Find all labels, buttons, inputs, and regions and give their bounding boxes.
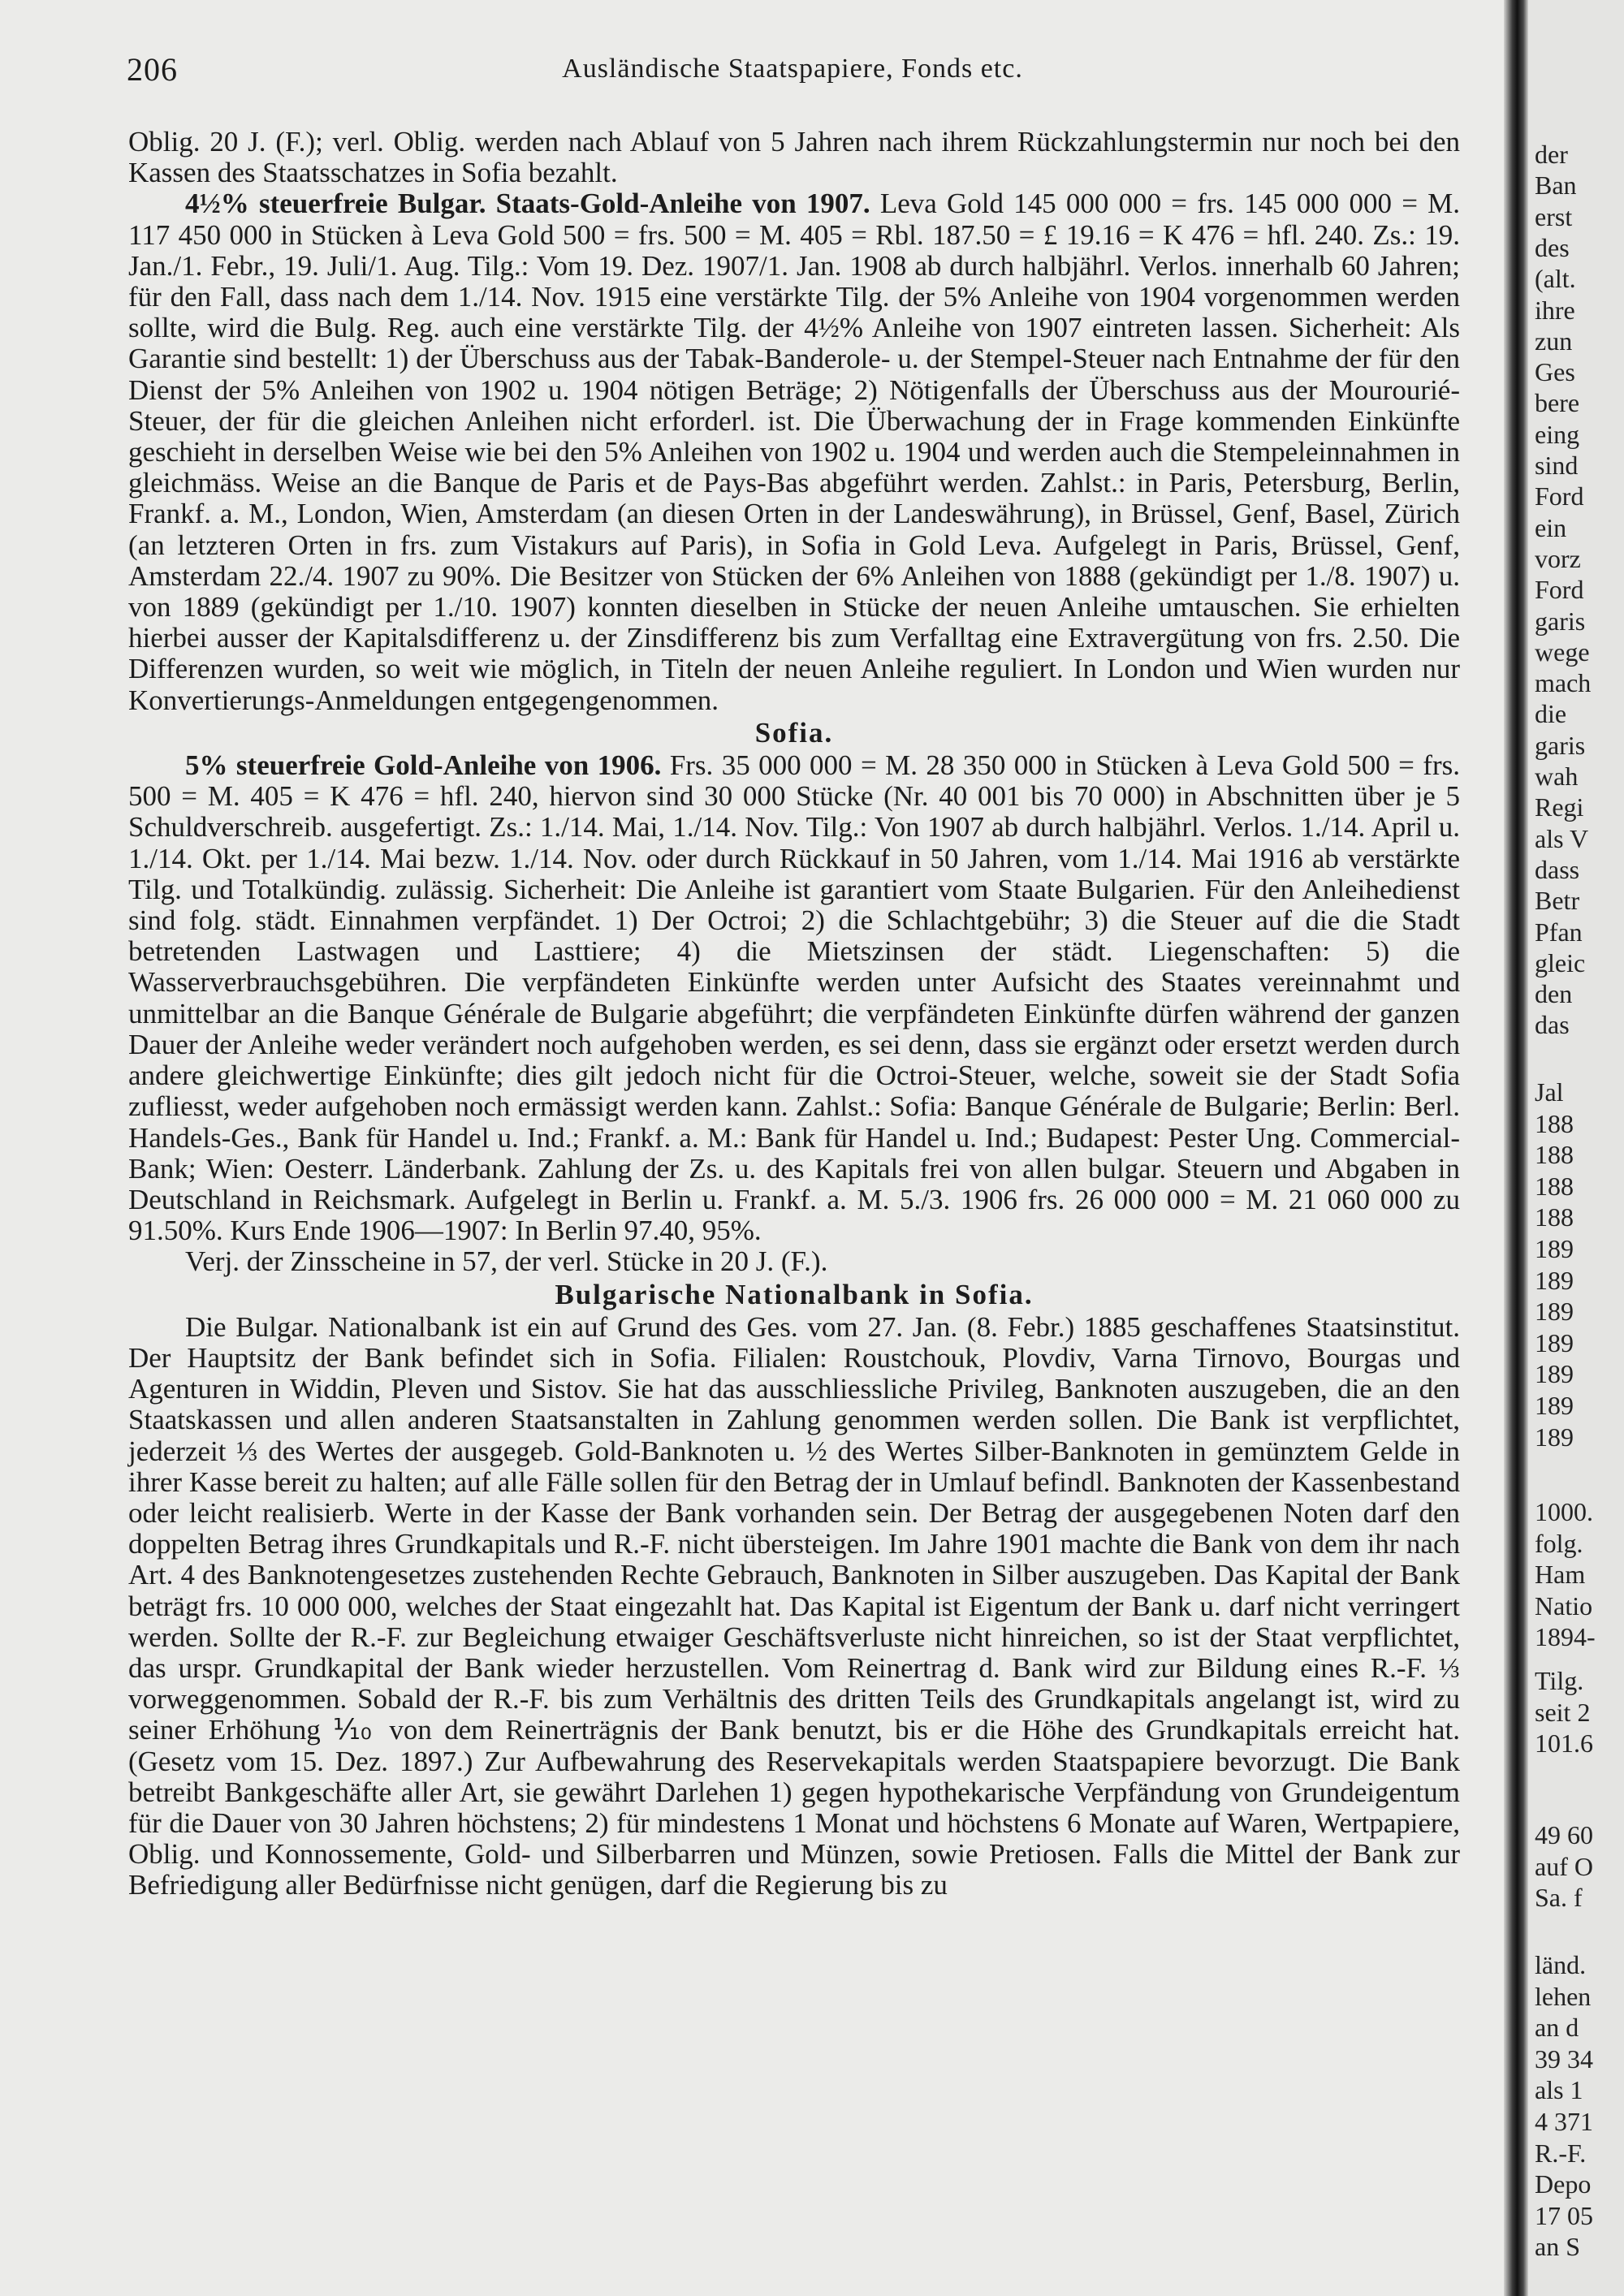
adjacent-page-fragment: der — [1535, 140, 1568, 169]
loan-title-1906: 5% steuerfreie Gold-Anleihe von 1906. — [185, 749, 662, 782]
adjacent-page-fragment: dass — [1535, 854, 1580, 884]
adjacent-page-fragment: 189 — [1535, 1265, 1574, 1295]
adjacent-page-fragment: 1894- — [1535, 1622, 1596, 1651]
adjacent-page-fragment: 188 — [1535, 1140, 1574, 1170]
adjacent-page-fragment: des — [1535, 232, 1570, 262]
adjacent-page-fragment: 4 371 — [1535, 2107, 1593, 2136]
adjacent-page-fragment: sind — [1535, 451, 1579, 480]
adjacent-page-fragment: Ges — [1535, 357, 1575, 387]
adjacent-page-fragment: 189 — [1535, 1327, 1574, 1357]
adjacent-page-fragment: eing — [1535, 419, 1580, 449]
adjacent-page-fragment: Ban — [1535, 170, 1577, 201]
adjacent-page-fragment: 39 34 — [1535, 2044, 1593, 2074]
adjacent-page-fragment: R.-F. — [1535, 2138, 1587, 2168]
paragraph-sofia-gold-anleihe-1906 — [128, 750, 1460, 1246]
page-number: 206 — [127, 51, 178, 88]
adjacent-page-fragment: 188 — [1535, 1171, 1574, 1201]
paragraph-verjaehrung: Verj. der Zinsscheine in 57, der verl. Stücke in 20 J. (F.). — [185, 1245, 828, 1278]
adjacent-page-fragment: seit 2 — [1535, 1697, 1591, 1727]
adjacent-page-fragment: an d — [1535, 2013, 1579, 2043]
adjacent-page-fragment: erst — [1535, 201, 1573, 231]
loan-title-1907: 4½% steuerfreie Bulgar. Staats-Gold-Anleihe von 1907. — [185, 188, 870, 220]
adjacent-page-fragment: länd. — [1535, 1950, 1587, 1979]
adjacent-page-fragment: Jal — [1535, 1077, 1564, 1107]
adjacent-page-fragment: an S — [1535, 2232, 1580, 2262]
adjacent-page-fragment: Regi — [1535, 792, 1584, 822]
adjacent-page-fragment: Ford — [1535, 481, 1584, 511]
adjacent-page-fragment: 17 05 — [1535, 2200, 1593, 2230]
adjacent-page-fragment: (alt. — [1535, 264, 1576, 294]
loan-body-1907: Leva Gold 145 000 000 = frs. 145 000 000 = M. 117 450 000 in Stücken à Leva Gold 500 = frs. 500 = M. 405 = Rbl. 187.50 = £ 19.16 = K 476 = hfl. 240. Zs.: 19. Jan./1. Febr., 19. Juli/1. Aug. Tilg.: Vom 19. Dez. 1907/1. Jan. 1908 ab durch halbjährl. Verlos. innerhalb 60 Jahren; für den Fall, dass nach dem 1./14. Nov. 1915 eine verstärkte Tilg. der 5% Anleihe von 1904 vorgenommen werden sollte, wird die Bulg. Reg. auch eine verstärkte Tilg. der 4½% Anleihe von 1907 eintreten lassen. Sicherheit: Als Garantie sind bestellt: 1) der Überschuss aus der Tabak-Banderole- u. der Stempel-Steuer nach Entnahme der für den Dienst der 5% Anleihen von 1902 u. 1904 nötigen Beträge; 2) Nötigenfalls der Überschuss aus der Mourourié-Steuer, der für die gleichen Anleihen nicht erforderl. ist. Die Überwachung der in Frage kommenden Einkünfte geschieht in derselben Weise wie bei den 5% Anleihen von 1902 u. 1904 und werden auch die Stempeleinnahmen in gleichmäss. Weise an die Banque de Paris et de Pays-Bas abgeführt werden. Zahlst.: in Paris, Petersburg, Berlin, Frankf. a. M., London, Wien, Amsterdam (an diesen Orten in der Landeswährung), in Brüssel, Genf, Basel, Zürich (an letzteren Orten in frs. zum Vistakurs auf Paris), in Sofia in Gold Leva. Aufgelegt in Paris, Brüssel, Genf, Amsterdam 22./4. 1907 zu 90%. Die Besitzer von Stücken der 6% Anleihen von 1888 (gekündigt per 1./8. 1907) u. von 1889 (gekündigt per 1./10. 1907) konnten dieselben in Stücke der neuen Anleihe umtauschen. Sie erhielten hierbei ausser der Kapitalsdifferenz u. der Zinsdifferenz bis zum Verfalltag eine Extravergütung von frs. 2.50. Die Differenzen wurden, so weit wie möglich, in Titeln der neuen Anleihe reguliert. In London und Wien wurden nur Konvertierungs-Anmeldungen entgegengenommen. — [128, 188, 1461, 716]
adjacent-page-fragment: gleic — [1535, 947, 1586, 978]
adjacent-page-fragment: als V — [1535, 823, 1589, 853]
adjacent-page-fragment: 49 60 — [1535, 1820, 1593, 1849]
adjacent-page-fragment: Pfan — [1535, 917, 1583, 947]
adjacent-page-fragment: 189 — [1535, 1297, 1574, 1327]
adjacent-page-fragment: das — [1535, 1010, 1570, 1040]
adjacent-page-fragment: Sa. f — [1535, 1883, 1583, 1912]
adjacent-page-fragment: 188 — [1535, 1108, 1574, 1138]
text-column — [128, 127, 1460, 1901]
adjacent-page-fragment: Ford — [1535, 575, 1584, 605]
adjacent-page-fragment: vorz — [1535, 543, 1581, 573]
adjacent-page-fragment: wah — [1535, 762, 1579, 791]
paragraph-oblig-intro: Oblig. 20 J. (F.); verl. Oblig. werden nach Ablauf von 5 Jahren nach ihrem Rückzahlungstermin nur noch bei den Kassen des Staatsschatzes in Sofia bezahlt. — [128, 126, 1460, 189]
adjacent-page-fragment: 189 — [1535, 1391, 1574, 1420]
adjacent-page-fragment: Depo — [1535, 2169, 1592, 2199]
book-gutter — [1504, 0, 1528, 2296]
adjacent-page-fragment: 189 — [1535, 1234, 1574, 1263]
adjacent-page-fragment: garis — [1535, 606, 1586, 636]
adjacent-page-fragment: garis — [1535, 730, 1586, 760]
adjacent-page-fragment: 189 — [1535, 1359, 1574, 1389]
adjacent-page-fragment: mach — [1535, 668, 1592, 698]
loan-body-1906: Frs. 35 000 000 = M. 28 350 000 in Stücken à Leva Gold 500 = frs. 500 = M. 405 = K 476 = hfl. 240, hiervon sind 30 000 Stücke (Nr. 40 001 bis 70 000) in Abschnitten über je 5 Schuldverschreib. ausgefertigt. Zs.: 1./14. Mai, 1./14. Nov. Tilg.: Von 1907 ab durch halbjährl. Verlos. 1./14. April u. 1./14. Okt. per 1./14. Mai bezw. 1./14. Nov. oder durch Rückkauf in 50 Jahren, vom 1./14. Mai 1916 ab verstärkte Tilg. und Totalkündig. zulässig. Sicherheit: Die Anleihe ist garantiert vom Staate Bulgarien. Für den Anleihedienst sind folg. städt. Einnahmen verpfändet. 1) Der Octroi; 2) die Schlachtgebühr; 3) die Steuer auf die die Stadt betretenden Lastwagen und Lasttiere; 4) die Mietszinsen der städt. Liegenschaften: 5) die Wasserverbrauchsgebühren. Die verpfändeten Einkünfte werden unter Aufsicht des Staates vereinnahmt und unmittelbar an die Banque Générale de Bulgarie abgeführt; die verpfändeten Einkünfte dürfen während der ganzen Dauer der Anleihe weder verändert noch aufgehoben werden, es sei denn, dass sie ergänzt oder ersetzt werden durch andere gleichwertige Einkünfte; dies gilt jedoch nicht für die Octroi-Steuer, welche, soweit sie der Stadt Sofia zufliesst, weder aufgehoben noch ermässigt werden kann. Zahlst.: Sofia: Banque Générale de Bulgarie; Berlin: Berl. Handels-Ges., Bank für Handel u. Ind.; Frankf. a. M.: Bank für Handel u. Ind.; Budapest: Pester Ung. Commercial-Bank; Wien: Oesterr. Länderbank. Zahlung der Zs. u. des Kapitals frei von allen bulgar. Steuern und Abgaben in Deutschland in Reichsmark. Aufgelegt in Berlin u. Frankf. a. M. 5./3. 1906 frs. 26 000 000 = M. 21 060 000 zu 91.50%. Kurs Ende 1906—1907: In Berlin 97.40, 95%. — [128, 749, 1460, 1247]
running-head — [127, 42, 1458, 91]
paragraph-staats-gold-anleihe-1907 — [128, 188, 1460, 715]
adjacent-page-fragment: Natio — [1535, 1590, 1593, 1621]
adjacent-page-fragment: zun — [1535, 326, 1573, 356]
adjacent-page-fragment: den — [1535, 979, 1573, 1009]
adjacent-page-fragment: 188 — [1535, 1202, 1574, 1232]
adjacent-page-fragment: ihre — [1535, 295, 1575, 325]
adjacent-page-fragment: Tilg. — [1535, 1666, 1584, 1695]
adjacent-page-fragment: die — [1535, 699, 1567, 729]
adjacent-page-fragment: 1000. — [1535, 1497, 1593, 1526]
running-title: Ausländische Staatspapiere, Fonds etc. — [562, 54, 1023, 84]
paragraph-nationalbank: Die Bulgar. Nationalbank ist ein auf Grund des Ges. vom 27. Jan. (8. Febr.) 1885 geschaffenes Staatsinstitut. Der Hauptsitz der Bank befindet sich in Sofia. Filialen: Roustchouk, Plovdiv, Varna Tirnovo, Bourgas und Agenturen in Widdin, Pleven und Sistov. Sie hat das ausschliessliche Privileg, Banknoten auszugeben, die an den Staatskassen und allen anderen Staatsanstalten in Zahlung genommen werden sollen. Die Bank ist verpflichtet, jederzeit ⅓ des Wertes der ausgegeb. Gold-Banknoten u. ½ des Wertes Silber-Banknoten in gemünztem Gelde in ihrer Kasse bereit zu halten; auf alle Fälle sollen für den Betrag der in Umlauf befindl. Banknoten der Kassenbestand oder leicht realisierb. Werte in der Kasse der Bank vorhanden sein. Der Betrag der ausgegebenen Noten darf den doppelten Betrag ihres Grundkapitals und R.-F. nicht übersteigen. Im Jahre 1901 machte die Bank von dem ihr nach Art. 4 des Banknotengesetzes zustehenden Rechte Gebrauch, Banknoten in Silber auszugeben. Das Kapital der Bank beträgt frs. 10 000 000, welches der Staat eingezahlt hat. Das Kapital ist Eigentum der Bank u. darf nicht verringert werden. Sollte der R.-F. zur Begleichung etwaiger Geschäftsverluste nicht hinreichen, so ist der Staat verpflichtet, das urspr. Grundkapital der Bank wieder herzustellen. Vom Reinertrag d. Bank wird zur Bildung eines R.-F. ⅓ vorweggenommen. Sobald der R.-F. bis zum Verhältnis des dritten Teils des Grundkapitals angelangt ist, wird zu seiner Erhöhung ⅒ von dem Reinerträgnis der Bank benutzt, bis er die Höhe des Grundkapitals erreicht hat. (Gesetz vom 15. Dez. 1897.) Zur Aufbewahrung des Reservekapitals werden Staatspapiere bevorzugt. Die Bank betreibt Bankgeschäfte aller Art, sie gewährt Darlehen 1) gegen hypothekarische Verpfändung von Grundeigentum für die Dauer von 30 Jahren höchstens; 2) für mindestens 1 Monat und höchstens 6 Monate auf Waren, Wertpapiere, Oblig. und Konnossemente, Gold- und Silberbarren und Münzen, sowie Pretiosen. Falls die Mittel der Bank zur Befriedigung aller Bedürfnisse nicht genügen, darf die Regierung bis zu — [128, 1310, 1460, 1901]
adjacent-page-fragment: lehen — [1535, 1981, 1592, 2011]
adjacent-page-fragment: auf O — [1535, 1851, 1593, 1881]
section-heading-nationalbank: Bulgarische Nationalbank in Sofia. — [555, 1278, 1034, 1310]
adjacent-page-fragment: Ham — [1535, 1560, 1586, 1589]
adjacent-page-fragment: 189 — [1535, 1422, 1574, 1452]
adjacent-page-fragment: wege — [1535, 637, 1590, 667]
adjacent-page-fragment: als 1 — [1535, 2075, 1583, 2105]
adjacent-page-edge — [1528, 0, 1624, 2296]
adjacent-page-fragment: ein — [1535, 512, 1567, 542]
adjacent-page-fragment: 101.6 — [1535, 1728, 1593, 1758]
adjacent-page-fragment: Betr — [1535, 886, 1580, 916]
adjacent-page-fragment: folg. — [1535, 1528, 1583, 1558]
section-heading-sofia: Sofia. — [754, 716, 834, 749]
adjacent-page-fragment: bere — [1535, 388, 1580, 418]
